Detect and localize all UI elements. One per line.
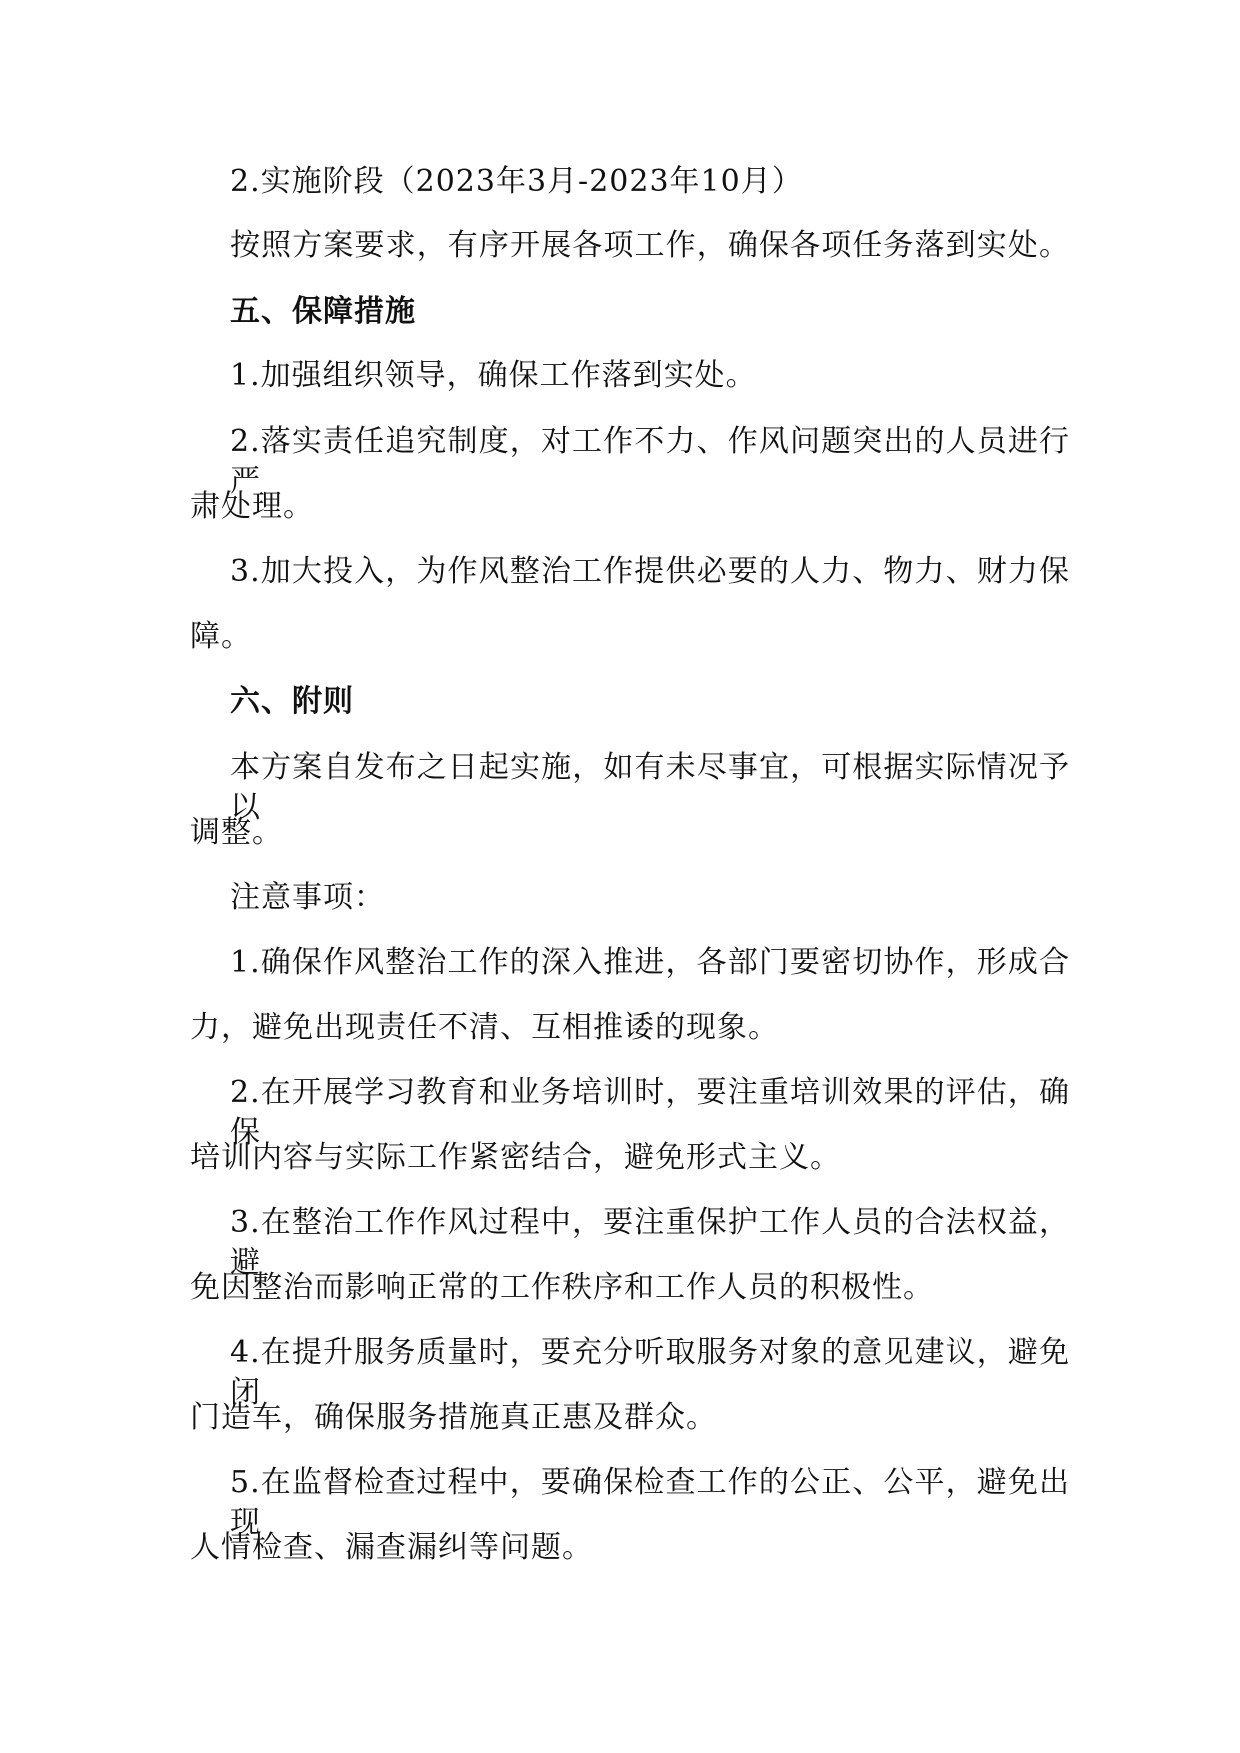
note-1-line-1: 1.确保作风整治工作的深入推进，各部门要密切协作，形成合 [230, 945, 1070, 980]
note-5-line-1: 5.在监督检查过程中，要确保检查工作的公正、公平，避免出现 [230, 1465, 1070, 1540]
measure-item-2-line-1: 2.落实责任追究制度，对工作不力、作风问题突出的人员进行严 [230, 424, 1070, 499]
note-2-line-2: 培训内容与实际工作紧密结合，避免形式主义。 [190, 1140, 841, 1175]
note-3-line-1: 3.在整治工作作风过程中，要注重保护工作人员的合法权益，避 [230, 1205, 1070, 1280]
note-4-line-1: 4.在提升服务质量时，要充分听取服务对象的意见建议，避免闭 [230, 1335, 1070, 1410]
appendix-line-2: 调整。 [190, 815, 283, 850]
note-5-line-2: 人情检查、漏查漏纠等问题。 [190, 1530, 593, 1565]
stage-item-2: 2.实施阶段（2023年3月-2023年10月） [230, 164, 803, 199]
note-3-line-2: 免因整治而影响正常的工作秩序和工作人员的积极性。 [190, 1270, 934, 1305]
measure-item-1: 1.加强组织领导，确保工作落到实处。 [230, 358, 757, 393]
notes-title: 注意事项： [230, 880, 385, 915]
measure-item-3-line-1: 3.加大投入，为作风整治工作提供必要的人力、物力、财力保 [230, 554, 1070, 589]
note-1-line-2: 力，避免出现责任不清、互相推诿的现象。 [190, 1010, 779, 1045]
note-4-line-2: 门造车，确保服务措施真正惠及群众。 [190, 1400, 717, 1435]
paragraph-text: 按照方案要求，有序开展各项工作，确保各项任务落到实处。 [230, 228, 1070, 263]
measure-item-2-line-2: 肃处理。 [190, 489, 314, 524]
section-heading-6: 六、附则 [230, 684, 354, 719]
note-2-line-1: 2.在开展学习教育和业务培训时，要注重培训效果的评估，确保 [230, 1075, 1070, 1150]
appendix-line-1: 本方案自发布之日起实施，如有未尽事宜，可根据实际情况予以 [230, 750, 1070, 825]
section-heading-5: 五、保障措施 [230, 294, 416, 329]
measure-item-3-line-2: 障。 [190, 619, 252, 654]
